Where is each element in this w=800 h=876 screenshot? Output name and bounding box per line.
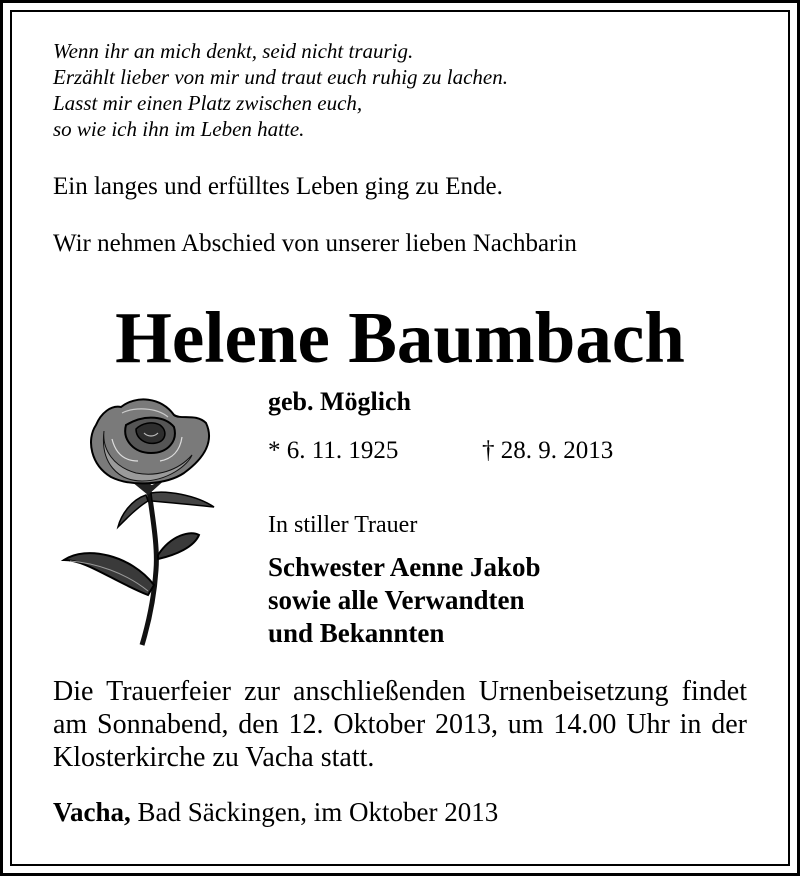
mourners-list xyxy=(268,551,541,650)
poem xyxy=(53,38,508,142)
rose-icon xyxy=(56,395,226,650)
poem-line: so wie ich ihn im Leben hatte. xyxy=(53,117,305,141)
maiden-name: geb. Möglich xyxy=(268,387,411,416)
deceased-name: Helene Baumbach xyxy=(115,297,685,378)
mourner-line: und Bekannten xyxy=(268,618,445,648)
place-town: Vacha, xyxy=(53,797,131,827)
mourning-intro: In stiller Trauer xyxy=(268,512,418,538)
service-announcement: Die Trauerfeier zur anschließenden Urnenbeisetzung findet am Sonnabend, den 12. Oktober 2013, um 14.00 Uhr in der Klosterkirche zu Vacha statt. xyxy=(53,676,747,773)
poem-line: Erzählt lieber von mir und traut euch ruhig zu lachen. xyxy=(53,65,508,89)
place-date-line xyxy=(53,797,498,828)
place-rest: Bad Säckingen, im Oktober 2013 xyxy=(130,797,499,827)
death-date: † 28. 9. 2013 xyxy=(482,437,614,464)
birth-date: * 6. 11. 1925 xyxy=(268,437,399,464)
farewell-line: Wir nehmen Abschied von unserer lieben Nachbarin xyxy=(53,230,577,257)
intro-line: Ein langes und erfülltes Leben ging zu Ende. xyxy=(53,173,503,200)
poem-line: Wenn ihr an mich denkt, seid nicht traurig. xyxy=(53,39,414,63)
poem-line: Lasst mir einen Platz zwischen euch, xyxy=(53,91,363,115)
mourner-line: Schwester Aenne Jakob xyxy=(268,552,541,582)
mourner-line: sowie alle Verwandten xyxy=(268,585,525,615)
